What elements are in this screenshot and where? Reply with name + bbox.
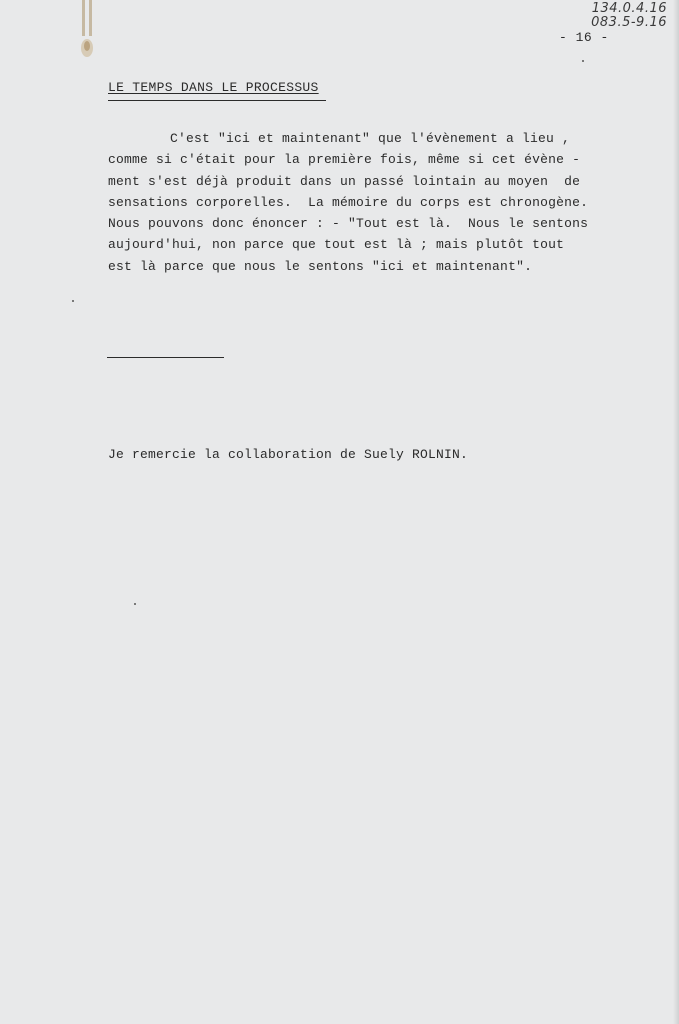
body-paragraph [108,128,608,277]
heading-underline-rule [108,100,326,101]
staple-holes-mark [78,0,96,62]
section-separator-rule [107,357,224,358]
paper-speck [72,300,74,302]
page-number: - 16 - [559,30,609,45]
archive-reference [591,2,667,30]
paper-speck [582,60,584,62]
paragraph-line: Nous pouvons donc énoncer : - "Tout est là. Nous le sentons [108,216,589,232]
paragraph-line: comme si c'était pour la première fois, même si cet évène - [108,152,581,168]
paragraph-line: aujourd'hui, non parce que tout est là ; mais plutôt tout [108,237,565,253]
acknowledgement-text: Je remercie la collaboration de Suely ROLNIN. [108,447,469,462]
archive-reference-line-1: 134.0.4.16 [591,1,667,16]
paper-speck [134,603,136,605]
paragraph-line: ment s'est déjà produit dans un passé lointain au moyen de [108,173,581,189]
section-heading: LE TEMPS DANS LE PROCESSUS [108,80,319,95]
paragraph-line: sensations corporelles. La mémoire du corps est chronogène. [108,194,589,210]
paragraph-line: est là parce que nous le sentons "ici et maintenant". [108,258,533,274]
archive-reference-line-2: 083.5-9.16 [591,15,667,30]
paragraph-line: C'est "ici et maintenant" que l'évènement a lieu , [170,131,571,146]
